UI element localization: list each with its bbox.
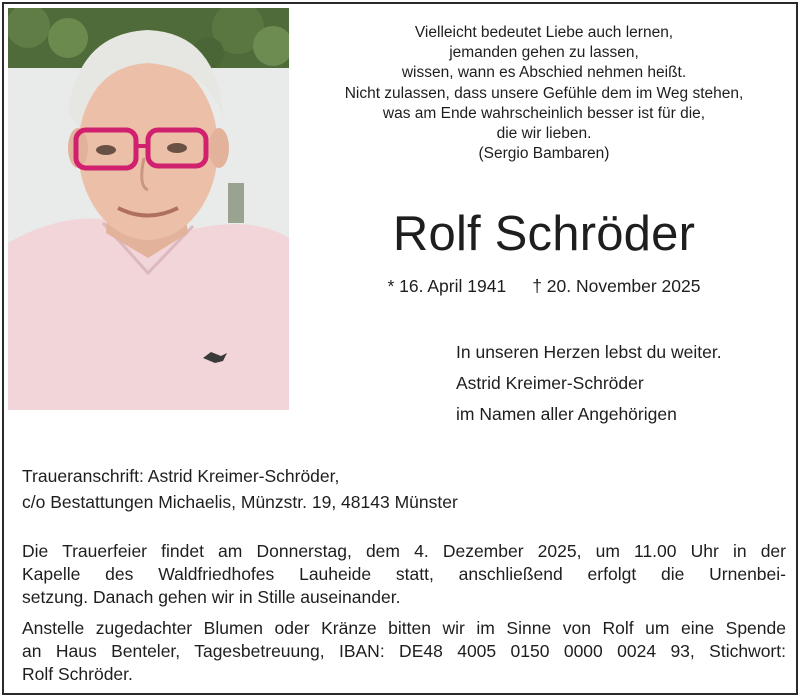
donation-line: Anstelle zugedachter Blumen oder Kränze bitten wir im Sinne von Rolf um eine Spende (22, 618, 786, 638)
donation-line: an Haus Benteler, Tagesbetreuung, IBAN: DE48 4005 0150 0000 0024 93, Stichwort: (22, 641, 786, 661)
ceremony-line: Die Trauerfeier findet am Donnerstag, dem 4. Dezember 2025, um 11.00 Uhr in der (22, 541, 786, 561)
birth-date: * 16. April 1941 (387, 276, 507, 296)
life-dates (294, 274, 794, 298)
ceremony-line: Kapelle des Waldfriedhofes Lauheide statt, anschließend erfolgt die Urnenbei- (22, 564, 786, 584)
ceremony-line: setzung. Danach gehen wir in Stille auseinander. (22, 587, 401, 607)
deceased-name: Rolf Schröder (392, 207, 696, 261)
poem-line: die wir lieben. (496, 125, 592, 143)
poem-line: was am Ende wahrscheinlich besser ist für die, (382, 104, 706, 122)
mourner-note: im Namen aller Angehörigen (456, 404, 677, 424)
donation-line: Rolf Schröder. (22, 664, 133, 684)
portrait-photo (8, 8, 289, 410)
donation-paragraph (22, 617, 786, 686)
poem-line: Vielleicht bedeutet Liebe auch lernen, (414, 24, 674, 41)
poem-line: wissen, wann es Abschied nehmen heißt. (401, 64, 687, 82)
farewell-line: In unseren Herzen lebst du weiter. (456, 342, 722, 362)
poem-line: jemanden gehen zu lassen, (449, 44, 639, 62)
mourning-address (22, 463, 458, 515)
mourners-block (456, 337, 722, 430)
poem-author: (Sergio Bambaren) (478, 145, 610, 163)
address-line: c/o Bestattungen Michaelis, Münzstr. 19, 48143 Münster (22, 492, 458, 512)
portrait-illustration (8, 8, 289, 410)
ceremony-paragraph (22, 540, 786, 609)
death-date: † 20. November 2025 (532, 276, 701, 296)
mourner-name: Astrid Kreimer-Schröder (456, 373, 644, 393)
notice-frame (2, 2, 798, 695)
poem-line: Nicht zulassen, dass unsere Gefühle dem im Weg stehen, (344, 84, 744, 102)
address-line: Traueranschrift: Astrid Kreimer-Schröder, (22, 466, 340, 486)
memorial-poem (294, 23, 794, 164)
